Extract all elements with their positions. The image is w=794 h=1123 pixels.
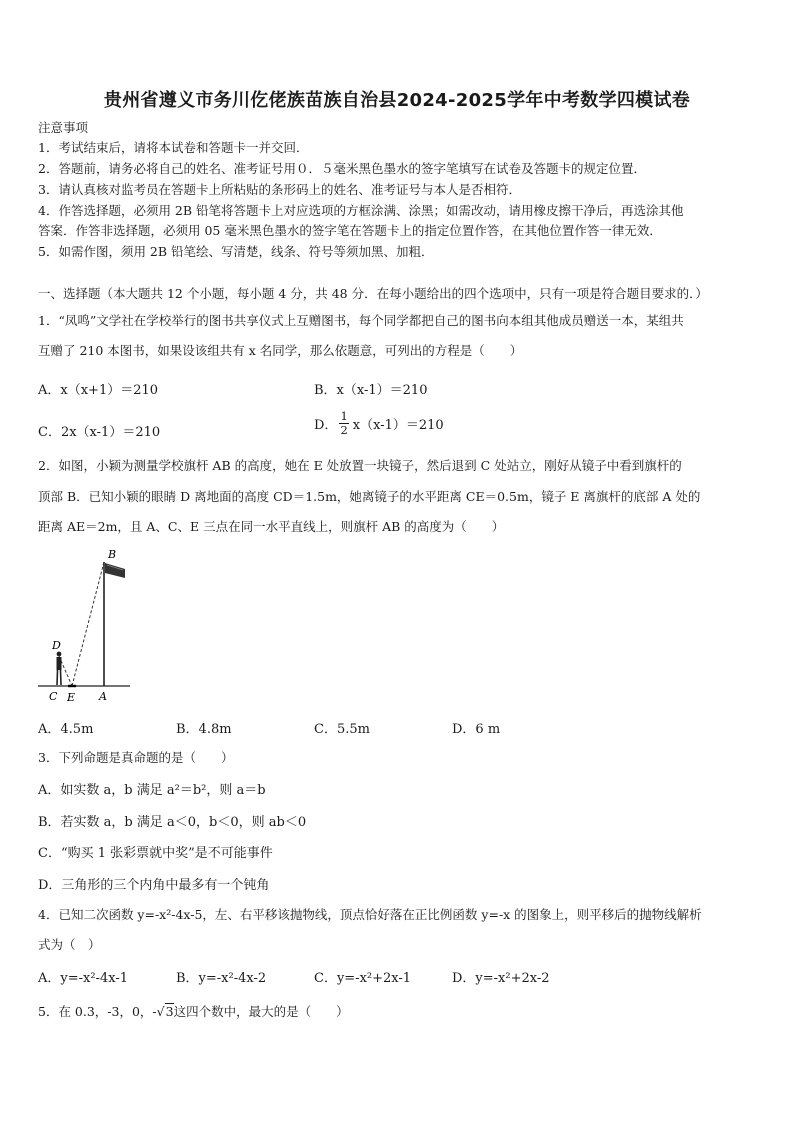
notice-item-5: 5．如需作图，须用 2B 铅笔绘、写清楚，线条、符号等须加黑、加粗． [38, 244, 434, 259]
q2-stem-line1: 2．如图，小颖为测量学校旗杆 AB 的高度，她在 E 处放置一块镜子，然后退到 C 处站立，刚好从镜子中看到旗杆的 [38, 458, 682, 473]
q5-stem-suffix: 这四个数中，最大的是（ ） [173, 1004, 349, 1019]
reflection-ray-be [72, 562, 104, 686]
label-e: E [67, 691, 76, 704]
q4-stem-line2: 式为（ ） [38, 937, 101, 952]
q1-option-d [314, 410, 444, 437]
q1-stem-line1: 1．“凤鸣”文学社在学校举行的图书共享仪式上互赠图书，每个同学都把自己的图书向本组其他成员赠送一本，某组共 [38, 313, 684, 328]
sqrt-symbol-icon: √ [156, 1004, 165, 1019]
q5-stem [38, 1002, 349, 1022]
q1-option-d-expr: x（x-1）＝210 [352, 418, 444, 433]
notice-item-3: 3．请认真核对监考员在答题卡上所粘贴的条形码上的姓名、准考证号与本人是否相符． [38, 182, 521, 197]
notice-heading: 注意事项 [38, 120, 89, 135]
section-header: 一、选择题（本大题共 12 个小题，每小题 4 分，共 48 分．在每小题给出的四个选项中，只有一项是符合题目要求的．） [38, 286, 708, 301]
q2-stem-line3: 距离 AE＝2m，且 A、C、E 三点在同一水平直线上，则旗杆 AB 的高度为（ ） [38, 519, 505, 534]
q2-option-b: B．4.8m [176, 722, 232, 737]
q3-option-b: B．若实数 a，b 满足 a＜0，b＜0，则 ab＜0 [38, 815, 307, 830]
notice-item-2: 2．答题前，请务必将自己的姓名、准考证号用０．５毫米黑色墨水的签字笔填写在试卷及答题卡的规定位置． [38, 161, 646, 176]
q4-option-b: B．y=-x²-4x-2 [176, 971, 267, 986]
q2-stem-line2: 顶部 B．已知小颖的眼睛 D 离地面的高度 CD＝1.5m，她离镜子的水平距离 CE＝0.5m，镜子 E 离旗杆的底部 A 处的 [38, 489, 701, 504]
q3-option-d: D．三角形的三个内角中最多有一个钝角 [38, 878, 270, 893]
q4-option-c: C．y=-x²+2x-1 [314, 971, 412, 986]
q4-option-a: A．y=-x²-4x-1 [38, 971, 128, 986]
fraction-denominator: 2 [340, 423, 348, 437]
q1-option-d-label: D． [314, 418, 338, 433]
label-b: B [108, 548, 117, 561]
q3-option-a: A．如实数 a，b 满足 a²＝b²，则 a＝b [38, 783, 266, 798]
q3-stem: 3．下列命题是真命题的是（ ） [38, 750, 234, 765]
q1-option-a: A．x（x+1）＝210 [38, 383, 159, 398]
label-c: C [49, 690, 58, 703]
notice-item-1: 1．考试结束后，请将本试卷和答题卡一并交回． [38, 140, 309, 155]
q1-stem-line2: 互赠了 210 本图书，如果设该组共有 x 名同学，那么依题意，可列出的方程是（ ） [38, 343, 523, 358]
q1-option-c: C．2x（x-1）＝210 [38, 425, 161, 440]
q2-option-c: C．5.5m [314, 722, 370, 737]
label-d: D [52, 639, 61, 652]
q5-stem-prefix: 5．在 0.3，-3，0，- [38, 1004, 157, 1019]
fraction-one-half [339, 410, 348, 437]
exam-title: 贵州省遵义市务川仡佬族苗族自治县2024-2025学年中考数学四模试卷 [103, 90, 691, 111]
q2-option-d: D．6 m [452, 722, 501, 737]
notice-item-4-cont: 答案．作答非选择题，必须用 05 毫米黑色墨水的签字笔在答题卡上的指定位置作答，在其他位置作答一律无效． [38, 223, 662, 238]
sqrt-radicand: 3 [165, 1004, 174, 1019]
label-a: A [99, 690, 107, 703]
q4-stem-line1: 4．已知二次函数 y=-x²-4x-5，左、右平移该抛物线，顶点恰好落在正比例函数 y=-x 的图象上，则平移后的抛物线解析 [38, 907, 702, 922]
fraction-numerator: 1 [340, 409, 348, 423]
q2-option-a: A．4.5m [38, 722, 94, 737]
notice-item-4: 4．作答选择题，必须用 2B 铅笔将答题卡上对应选项的方框涂满、涂黑；如需改动，请用橡皮擦干净后，再选涂其他 [38, 203, 684, 218]
q1-option-b: B．x（x-1）＝210 [314, 383, 428, 398]
flagpole-mirror-figure [34, 546, 144, 708]
q3-option-c: C．“购买 1 张彩票就中奖”是不可能事件 [38, 846, 273, 861]
q4-option-d: D．y=-x²+2x-2 [452, 971, 550, 986]
